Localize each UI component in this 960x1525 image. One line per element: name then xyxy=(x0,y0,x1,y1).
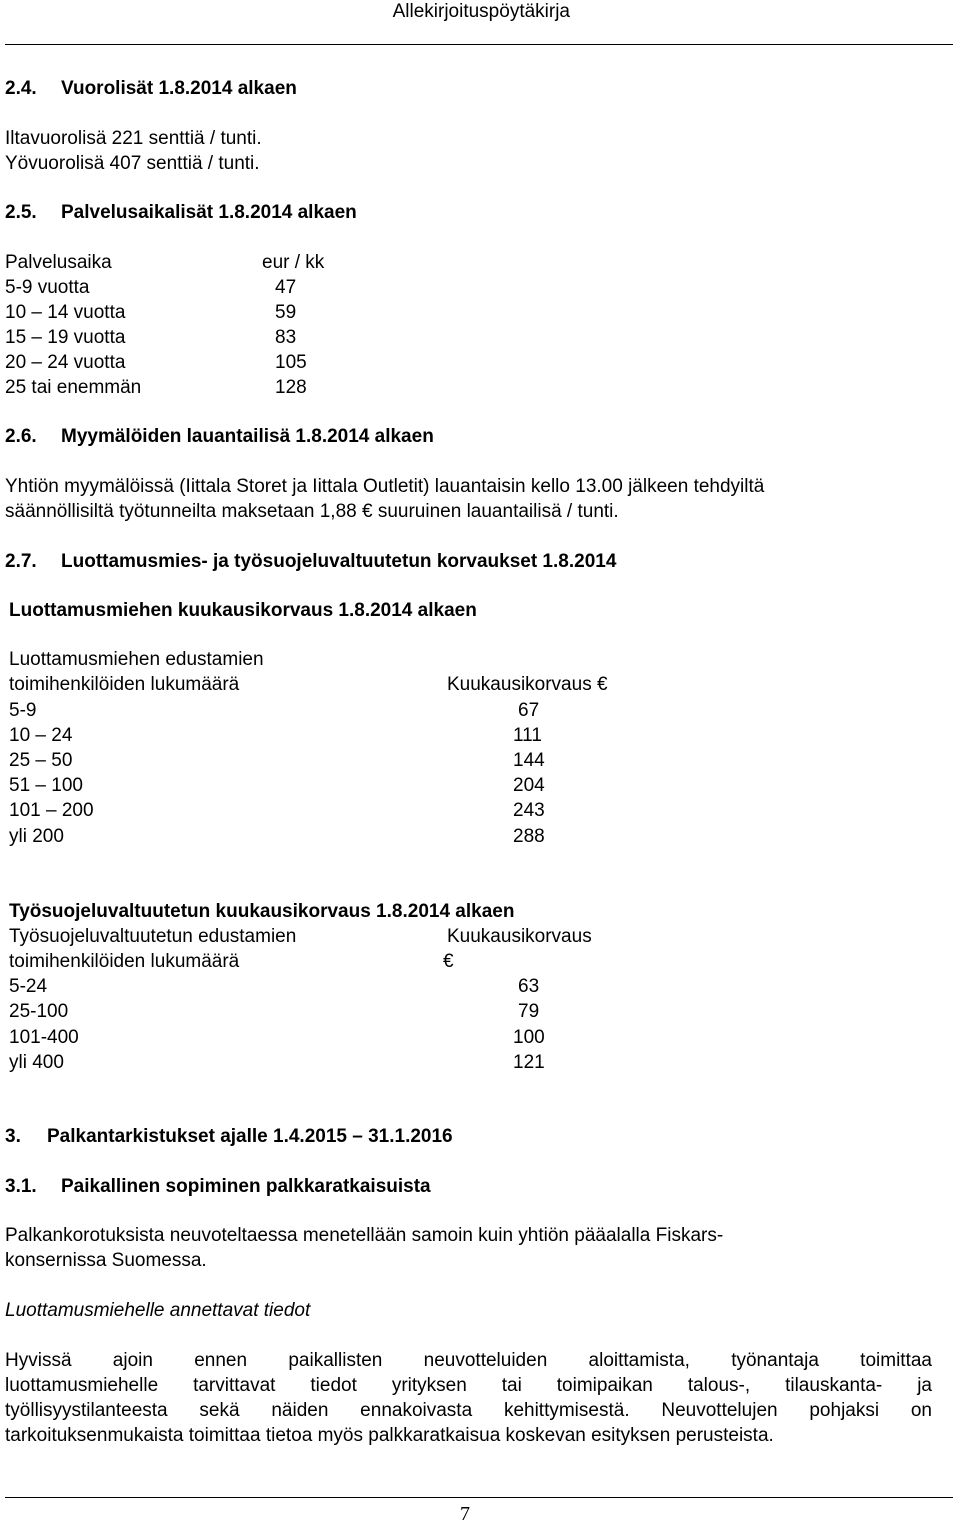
section-title: Luottamusmies- ja työsuojeluvaltuutetun korvaukset 1.8.2014 xyxy=(61,551,617,572)
table-header-count: toimihenkilöiden lukumäärä xyxy=(9,951,240,972)
table-header-compensation: Kuukausikorvaus xyxy=(447,926,592,947)
paragraph-line: Yövuorolisä 407 senttiä / tunti. xyxy=(5,153,260,174)
table-row-label: 101-400 xyxy=(9,1027,79,1048)
section-title: Myymälöiden lauantailisä 1.8.2014 alkaen xyxy=(61,426,434,447)
euro-symbol: € xyxy=(443,951,454,972)
table-row-value: 63 xyxy=(518,976,540,997)
table-row-value: 288 xyxy=(513,826,545,847)
paragraph-line: luottamusmiehelle tarvittavat tiedot yrityksen tai toimipaikan talous-, tilauskanta- ja xyxy=(5,1375,932,1396)
table-row-value: 47 xyxy=(275,277,297,298)
table-row-label: 15 – 19 vuotta xyxy=(5,327,126,348)
section-number: 2.6. xyxy=(5,426,37,447)
section-number: 3.1. xyxy=(5,1176,37,1197)
paragraph-line: tarkoituksenmukaista toimittaa tietoa myös palkkaratkaisua koskevan esityksen perusteista. xyxy=(5,1425,774,1446)
table-row-value: 121 xyxy=(513,1052,545,1073)
section-title: Vuorolisät 1.8.2014 alkaen xyxy=(61,78,297,99)
paragraph-line: säännöllisiltä työtunneilta maksetaan 1,88 € suuruinen lauantailisä / tunti. xyxy=(5,501,619,522)
table-row-label: 5-9 vuotta xyxy=(5,277,90,298)
table-row-label: 25 – 50 xyxy=(9,750,73,771)
table-row-value: 204 xyxy=(513,775,545,796)
section-heading-2-6 xyxy=(5,427,434,446)
table-row-label: 10 – 14 vuotta xyxy=(5,302,126,323)
table-header-compensation: Kuukausikorvaus € xyxy=(447,674,608,695)
table-header-eur-kk: eur / kk xyxy=(262,252,325,273)
table-row-label: 25 tai enemmän xyxy=(5,377,142,398)
paragraph-line: Iltavuorolisä 221 senttiä / tunti. xyxy=(5,128,262,149)
table-header-count: toimihenkilöiden lukumäärä xyxy=(9,674,240,695)
section-number: 2.4. xyxy=(5,78,37,99)
table-row-label: 5-24 xyxy=(9,976,48,997)
table-row-value: 100 xyxy=(513,1027,545,1048)
subheading-tyosuojelu: Työsuojeluvaltuutetun kuukausikorvaus 1.8.2014 alkaen xyxy=(9,901,515,922)
section-title: Palkantarkistukset ajalle 1.4.2015 – 31.1.2016 xyxy=(47,1126,453,1147)
subheading-luottamusmies: Luottamusmiehen kuukausikorvaus 1.8.2014 alkaen xyxy=(9,600,477,621)
table-row-label: yli 400 xyxy=(9,1052,64,1073)
document-header: Allekirjoituspöytäkirja xyxy=(392,1,570,22)
section-title: Palvelusaikalisät 1.8.2014 alkaen xyxy=(61,202,357,223)
table-row-label: yli 200 xyxy=(9,826,64,847)
table-row-value: 128 xyxy=(275,377,307,398)
table-row-value: 105 xyxy=(275,352,307,373)
section-heading-2-7 xyxy=(5,552,616,571)
table-row-label: 5-9 xyxy=(9,700,37,721)
header-rule xyxy=(5,44,953,45)
table-header-palvelusaika: Palvelusaika xyxy=(5,252,112,273)
table-header-representation: Työsuojeluvaltuutetun edustamien xyxy=(9,926,297,947)
paragraph-line: Yhtiön myymälöissä (Iittala Storet ja Iittala Outletit) lauantaisin kello 13.00 jälkeen tehdyiltä xyxy=(5,476,765,497)
footer-rule xyxy=(5,1497,953,1498)
table-row-value: 243 xyxy=(513,800,545,821)
table-row-label: 10 – 24 xyxy=(9,725,73,746)
paragraph-line: Hyvissä ajoin ennen paikallisten neuvotteluiden aloittamista, työnantaja toimittaa xyxy=(5,1350,932,1371)
table-row-value: 79 xyxy=(518,1001,540,1022)
paragraph-line: työllisyystilanteesta sekä näiden ennakoivasta kehittymisestä. Neuvottelujen pohjaksi on xyxy=(5,1400,932,1421)
table-row-value: 83 xyxy=(275,327,297,348)
table-row-value: 111 xyxy=(513,725,542,746)
page-number: 7 xyxy=(460,1503,470,1525)
section-heading-2-4 xyxy=(5,79,297,98)
paragraph-line: konsernissa Suomessa. xyxy=(5,1250,207,1271)
section-heading-3-1 xyxy=(5,1177,431,1196)
table-row-label: 20 – 24 vuotta xyxy=(5,352,126,373)
section-title: Paikallinen sopiminen palkkaratkaisuista xyxy=(61,1176,431,1197)
section-heading-3 xyxy=(5,1127,453,1146)
table-row-value: 59 xyxy=(275,302,297,323)
table-row-label: 25-100 xyxy=(9,1001,69,1022)
table-row-value: 144 xyxy=(513,750,545,771)
subheading-italic: Luottamusmiehelle annettavat tiedot xyxy=(5,1300,311,1321)
section-number: 2.5. xyxy=(5,202,37,223)
table-row-label: 101 – 200 xyxy=(9,800,94,821)
section-number: 2.7. xyxy=(5,551,37,572)
paragraph-line: Palkankorotuksista neuvoteltaessa menetellään samoin kuin yhtiön pääalalla Fiskars- xyxy=(5,1225,724,1246)
table-row-label: 51 – 100 xyxy=(9,775,83,796)
table-header-representation: Luottamusmiehen edustamien xyxy=(9,649,264,670)
section-heading-2-5 xyxy=(5,203,357,222)
table-row-value: 67 xyxy=(518,700,540,721)
section-number: 3. xyxy=(5,1126,21,1147)
